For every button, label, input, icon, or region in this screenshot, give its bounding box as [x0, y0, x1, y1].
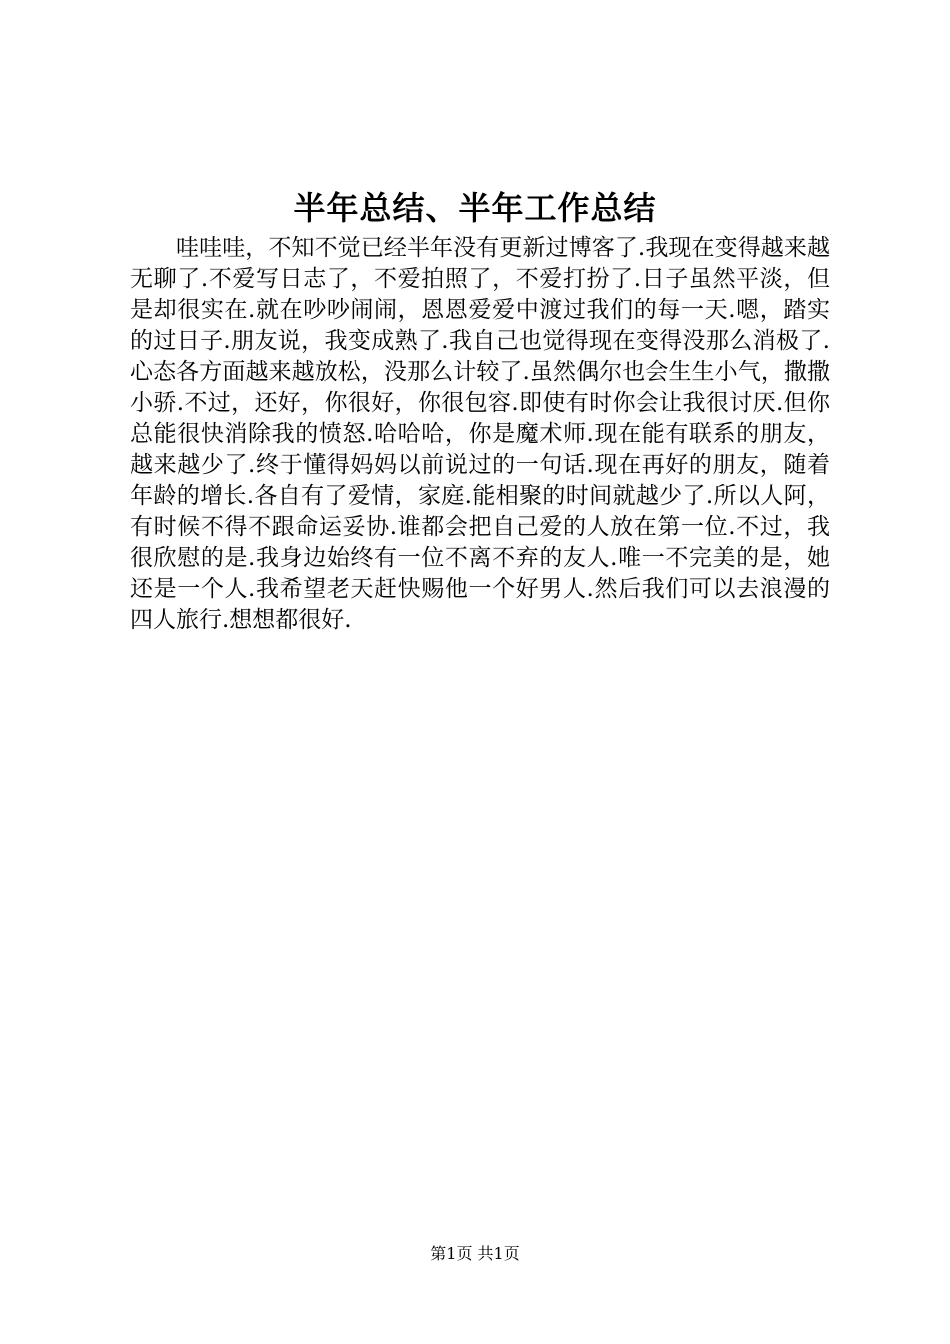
page-footer: 第1页 共1页: [430, 1244, 520, 1263]
body-paragraph: 哇哇哇，不知不觉已经半年没有更新过博客了.我现在变得越来越无聊了.不爱写日志了，不爱拍照了，不爱打扮了.日子虽然平淡，但是却很实在.就在吵吵闹闹，恩恩爱爱中渡过我们的每一天.嗯，踏实的过日子.朋友说，我变成熟了.我自己也觉得现在变得没那么消极了.心态各方面越来越放松，没那么计较了.虽然偶尔也会生生小气，撒撒小骄.不过，还好，你很好，你很包容.即使有时你会让我很讨厌.但你总能很快消除我的愤怒.哈哈哈，你是魔术师.现在能有联系的朋友，越来越少了.终于懂得妈妈以前说过的一句话.现在再好的朋友，随着年龄的增长.各自有了爱情，家庭.能相聚的时间就越少了.所以人阿，有时候不得不跟命运妥协.谁都会把自己爱的人放在第一位.不过，我很欣慰的是.我身边始终有一位不离不弃的友人.唯一不完美的是，她还是一个人.我希望老天赶快赐他一个好男人.然后我们可以去浪漫的四人旅行.想想都很好.: [130, 235, 830, 633]
document-title: 半年总结、半年工作总结: [293, 189, 657, 227]
